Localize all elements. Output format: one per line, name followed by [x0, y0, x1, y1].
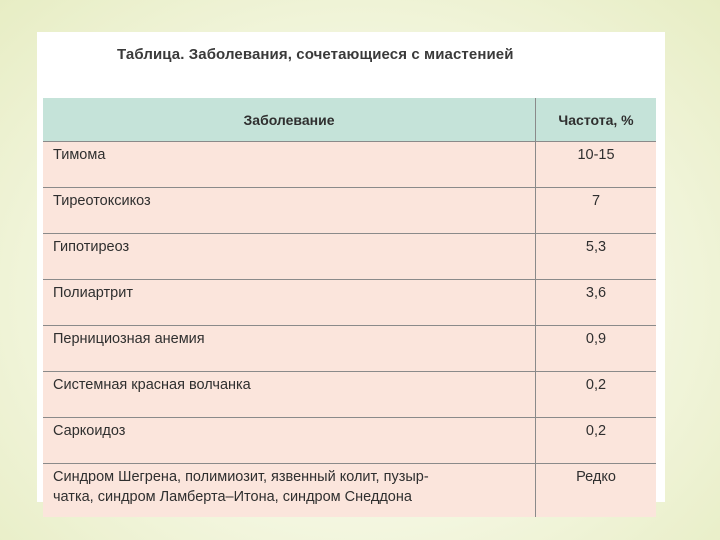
disease-cell: Полиартрит: [43, 280, 536, 326]
table-row: [43, 188, 656, 234]
table-row: [43, 326, 656, 372]
disease-cell: Синдром Шегрена, полимиозит, язвенный колит, пузыр- чатка, синдром Ламберта–Итона, синдром Снеддона: [43, 464, 536, 518]
table-title: Таблица. Заболевания, сочетающиеся с миастенией: [117, 46, 514, 63]
header-disease: Заболевание: [43, 98, 536, 142]
disease-cell: Тимома: [43, 142, 536, 188]
disease-cell: Гипотиреоз: [43, 234, 536, 280]
slide-card: [37, 32, 665, 505]
frequency-cell: 3,6: [536, 280, 657, 326]
frequency-cell: 7: [536, 188, 657, 234]
frequency-cell: 0,9: [536, 326, 657, 372]
frequency-cell: 5,3: [536, 234, 657, 280]
frequency-cell: 10-15: [536, 142, 657, 188]
table-row: [43, 418, 656, 464]
frequency-cell: 0,2: [536, 372, 657, 418]
disease-cell: Системная красная волчанка: [43, 372, 536, 418]
frequency-cell: Редко: [536, 464, 657, 518]
diseases-table: [43, 98, 656, 517]
table-row: [43, 372, 656, 418]
disease-cell: Пернициозная анемия: [43, 326, 536, 372]
table-row: [43, 142, 656, 188]
table-row: [43, 464, 656, 518]
disease-cell: Саркоидоз: [43, 418, 536, 464]
table-header-row: [43, 98, 656, 142]
frequency-cell: 0,2: [536, 418, 657, 464]
table-row: [43, 234, 656, 280]
table-row: [43, 280, 656, 326]
header-frequency: Частота, %: [536, 98, 657, 142]
disease-cell: Тиреотоксикоз: [43, 188, 536, 234]
